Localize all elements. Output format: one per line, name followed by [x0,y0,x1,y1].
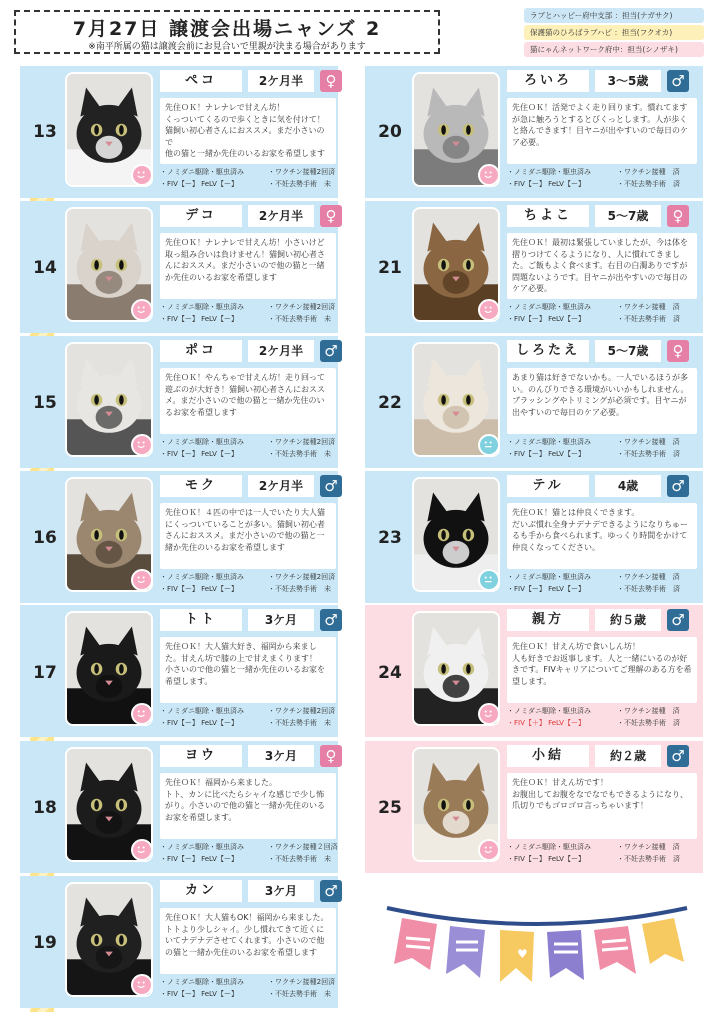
cat-health-info [160,301,335,325]
deworm-status: ・ノミダニ駆除・駆虫済み [160,168,244,176]
cat-name: ろいろ [507,70,589,92]
vaccine-status: ・ワクチン接種 済 [617,303,680,311]
cat-description: 先住ＯＫ！ナレナレで甘えん坊！小さいけど取っ組み合いは負けません！猫飼い初心者さんにおススメ。まだ小さいので他の猫と一緒か先住のいるお家を希望します [160,233,336,299]
cat-name: テル [507,475,589,497]
cat-description: 先住ＯＫ！ナレナレで甘えん坊！ くっついてくるので歩くときに気を付けて！ 猫飼い初心者さんにおススメ。まだ小さいので 他の猫と一緒か先住のいるお家を希望します [160,98,336,164]
spay-neuter-status: ・不妊去勢手術 未 [268,719,331,727]
cat-health-info [507,436,680,460]
cat-health-info [507,301,680,325]
cat-card [20,471,338,603]
deworm-status: ・ノミダニ駆除・駆虫済み [507,573,591,581]
male-icon: ♂ [320,475,342,497]
cat-name: モク [160,475,242,497]
cat-number: 21 [378,258,402,278]
cat-description: 先住ＯＫ！最初は緊張していましたが、今は体を摺りつけてくるようになり、人に慣れてきました。ご飯もよく食べます。右目の白濁ありですが問題ないようです。目ヤニが出やすいので毎日のケア必要。 [507,233,697,299]
deworm-status: ・ノミダニ駆除・駆虫済み [507,168,591,176]
cat-card [20,201,338,333]
male-icon: ♂ [320,609,342,631]
smile-face-icon [131,569,153,591]
bunting-decoration [382,900,692,1000]
cat-card [20,605,338,737]
cat-card [365,471,703,603]
cat-name: 親方 [507,609,589,631]
cat-age: 3ケ月 [248,745,314,767]
spay-neuter-status: ・不妊去勢手術 未 [268,585,331,593]
smile-face-icon [478,703,500,725]
male-icon: ♂ [667,475,689,497]
fiv-felv-status: ・FIV【ー】 FeLV【ー】 [507,585,585,593]
fiv-felv-status: ・FIV【ー】 FeLV【ー】 [160,990,238,998]
cat-age: 3～5歳 [595,70,661,92]
cat-name: カン [160,880,242,902]
spay-neuter-status: ・不妊去勢手術 未 [268,990,331,998]
cat-name: ポコ [160,340,242,362]
female-icon: ♀ [320,745,342,767]
vaccine-status: ・ワクチン接種2回済 [268,168,336,176]
org-legend-item: 猫にゃんネットワーク府中：担当(シノザキ) [524,42,704,57]
male-icon: ♂ [320,880,342,902]
fiv-felv-status: ・FIV【ー】 FeLV【ー】 [160,450,238,458]
cat-number: 25 [378,798,402,818]
cat-name: ヨウ [160,745,242,767]
spay-neuter-status: ・不妊去勢手術 未 [268,450,331,458]
cat-card [20,336,338,468]
female-icon: ♀ [320,205,342,227]
svg-text:♥: ♥ [517,947,528,961]
vaccine-status: ・ワクチン接種 済 [617,843,680,851]
cat-number: 18 [33,798,57,818]
fiv-felv-status: ・FIV【ー】 FeLV【ー】 [160,315,238,323]
cat-description: あまり猫は好きでないかも。一人でいるほうが多い。のんびりできる環境がいいかもしれません。ブラッシングやトリミングが必須です。目ヤニが出やすいので毎日のケア必要。 [507,368,697,434]
smile-face-icon [478,839,500,861]
cat-health-info [160,976,335,1000]
cat-age: 約２歳 [595,745,661,767]
cat-health-info [507,166,680,190]
deworm-status: ・ノミダニ駆除・駆虫済み [507,438,591,446]
cat-number: 15 [33,393,57,413]
cat-health-info [160,166,335,190]
male-icon: ♂ [667,70,689,92]
cat-name: ちよこ [507,205,589,227]
cat-card [365,66,703,198]
cat-description: 先住ＯＫ！大人猫大好き、福岡から来ました。甘えん坊で膝の上で甘えまくります！ 小さいので他の猫と一緒か先住のいるお家を希望します。 [160,637,336,703]
neutral-face-icon [478,434,500,456]
female-icon: ♀ [320,70,342,92]
deworm-status: ・ノミダニ駆除・駆虫済み [160,707,244,715]
cat-card [20,741,338,873]
cat-description: 先住ＯＫ！やんちゃで甘えん坊！走り回って遊ぶのが大好き！猫飼い初心者さんにおススメ。まだ小さいので他の猫と一緒か先住のいるお家を希望します [160,368,336,434]
deworm-status: ・ノミダニ駆除・駆虫済み [507,303,591,311]
cat-age: 2ケ月半 [248,70,314,92]
smile-face-icon [478,299,500,321]
header-note: ※南平所属の猫は譲渡会前にお見合いで里親が決まる場合があります [88,42,366,52]
cat-name: トト [160,609,242,631]
cat-description: 先住ＯＫ！福岡から来ました。 トト、カンに比べたらシャイな感じで少し怖がり。小さいので他の猫と一緒か先住のいるお家を希望します。 [160,773,336,839]
cat-description: 先住ＯＫ！活発でよく走り回ります。慣れてますが急に触ろうとするとびくっとします。人が歩くと絡んできます！目ヤニが出やすいので毎日のケア必要。 [507,98,697,164]
org-legend-item: ラブとハッピー府中支部 ：担当(ナガサク) [524,8,704,23]
smile-face-icon [131,434,153,456]
cat-age: 3ケ月 [248,609,314,631]
fiv-felv-status: ・FIV【ー】 FeLV【ー】 [160,180,238,188]
spay-neuter-status: ・不妊去勢手術 未 [268,180,331,188]
spay-neuter-status: ・不妊去勢手術 未 [268,855,331,863]
vaccine-status: ・ワクチン接種2回済 [268,707,336,715]
cat-card [20,876,338,1008]
cat-description: 先住ＯＫ！大人猫もOK！福岡から来ました。トトより少しシャイ。少し慣れてきて近くにいてナデナデさせてくれます。小さいので他の猫と一緒か先住のいるお家を希望します [160,908,336,974]
deworm-status: ・ノミダニ駆除・駆虫済み [160,843,244,851]
fiv-felv-status: ・FIV【＋】 FeLV【ー】 [507,719,585,727]
neutral-face-icon [478,569,500,591]
org-legend-item: 保護猫のひろばラブハピ ：担当(フクオカ) [524,25,704,40]
fiv-felv-status: ・FIV【ー】 FeLV【ー】 [160,585,238,593]
spay-neuter-status: ・不妊去勢手術 済 [617,719,680,727]
cat-health-info [507,705,680,729]
cat-description: 先住ＯＫ！甘えん坊で食いしん坊！ 人も好きでお返事します。人と一緒にいるのが好きです。FIVキャリアについてご理解のある方を希望します。 [507,637,697,703]
female-icon: ♀ [667,205,689,227]
smile-face-icon [131,839,153,861]
vaccine-status: ・ワクチン接種 済 [617,573,680,581]
vaccine-status: ・ワクチン接種２回済 [268,843,338,851]
cat-name: 小結 [507,745,589,767]
deworm-status: ・ノミダニ駆除・駆虫済み [160,573,244,581]
spay-neuter-status: ・不妊去勢手術 済 [617,450,680,458]
deworm-status: ・ノミダニ駆除・駆虫済み [507,843,591,851]
cat-number: 17 [33,663,57,683]
cat-age: 3ケ月 [248,880,314,902]
smile-face-icon [131,164,153,186]
smile-face-icon [131,703,153,725]
cat-age: 5～7歳 [595,340,661,362]
cat-name: しろたえ [507,340,589,362]
spay-neuter-status: ・不妊去勢手術 済 [617,180,680,188]
fiv-felv-status: ・FIV【ー】 FeLV【ー】 [160,855,238,863]
fiv-felv-status: ・FIV【ー】 FeLV【ー】 [160,719,238,727]
male-icon: ♂ [667,609,689,631]
vaccine-status: ・ワクチン接種2回済 [268,303,336,311]
cat-card [365,201,703,333]
cat-name: デコ [160,205,242,227]
cat-health-info [160,841,338,865]
fiv-felv-status: ・FIV【ー】 FeLV【ー】 [507,315,585,323]
cat-description: 先住ＯＫ！猫とは仲良くできます。 だいぶ慣れ全身ナデナデできるようになりちゅーるも手から食べられます。ゆっくり時間をかけて仲良くなってください。 [507,503,697,569]
spay-neuter-status: ・不妊去勢手術 済 [617,315,680,323]
spay-neuter-status: ・不妊去勢手術 未 [268,315,331,323]
spay-neuter-status: ・不妊去勢手術 済 [617,855,680,863]
male-icon: ♂ [320,340,342,362]
cat-health-info [160,571,335,595]
deworm-status: ・ノミダニ駆除・駆虫済み [507,707,591,715]
fiv-felv-status: ・FIV【ー】 FeLV【ー】 [507,450,585,458]
cat-number: 19 [33,933,57,953]
cat-health-info [507,841,680,865]
cat-number: 14 [33,258,57,278]
cat-number: 16 [33,528,57,548]
deworm-status: ・ノミダニ駆除・駆虫済み [160,303,244,311]
vaccine-status: ・ワクチン接種 済 [617,438,680,446]
cat-age: 4歳 [595,475,661,497]
cat-age: 5～7歳 [595,205,661,227]
smile-face-icon [131,299,153,321]
cat-name: ペコ [160,70,242,92]
vaccine-status: ・ワクチン接種2回済 [268,978,336,986]
vaccine-status: ・ワクチン接種 済 [617,168,680,176]
smile-face-icon [131,974,153,996]
female-icon: ♀ [667,340,689,362]
cat-number: 23 [378,528,402,548]
cat-health-info [507,571,680,595]
fiv-felv-status: ・FIV【ー】 FeLV【ー】 [507,180,585,188]
fiv-felv-status: ・FIV【ー】 FeLV【ー】 [507,855,585,863]
vaccine-status: ・ワクチン接種2回済 [268,438,336,446]
cat-number: 20 [378,122,402,142]
header-box [14,10,440,54]
cat-number: 24 [378,663,402,683]
spay-neuter-status: ・不妊去勢手術 済 [617,585,680,593]
cat-number: 13 [33,122,57,142]
cat-card [20,66,338,198]
deworm-status: ・ノミダニ駆除・駆虫済み [160,438,244,446]
cat-age: 2ケ月半 [248,340,314,362]
cat-card [365,605,703,737]
cat-age: 2ケ月半 [248,475,314,497]
cat-health-info [160,436,335,460]
cat-description: 先住ＯＫ！４匹の中では一人でいたり大人猫にくっついていることが多い。猫飼い初心者さんにおススメ。まだ小さいので他の猫と一緒か先住のいるお家を希望します [160,503,336,569]
deworm-status: ・ノミダニ駆除・駆虫済み [160,978,244,986]
cat-card [365,336,703,468]
cat-card [365,741,703,873]
vaccine-status: ・ワクチン接種 済 [617,707,680,715]
smile-face-icon [478,164,500,186]
cat-description: 先住ＯＫ！甘えん坊です！ お腹出してお腹をなでなでもできるようになり、爪切りでもゴロゴロ言っちゃいます！ [507,773,697,839]
cat-age: 2ケ月半 [248,205,314,227]
cat-number: 22 [378,393,402,413]
cat-age: 約５歳 [595,609,661,631]
vaccine-status: ・ワクチン接種2回済 [268,573,336,581]
male-icon: ♂ [667,745,689,767]
cat-health-info [160,705,335,729]
page-title: 7月27日 譲渡会出場ニャンズ 2 [72,18,382,40]
